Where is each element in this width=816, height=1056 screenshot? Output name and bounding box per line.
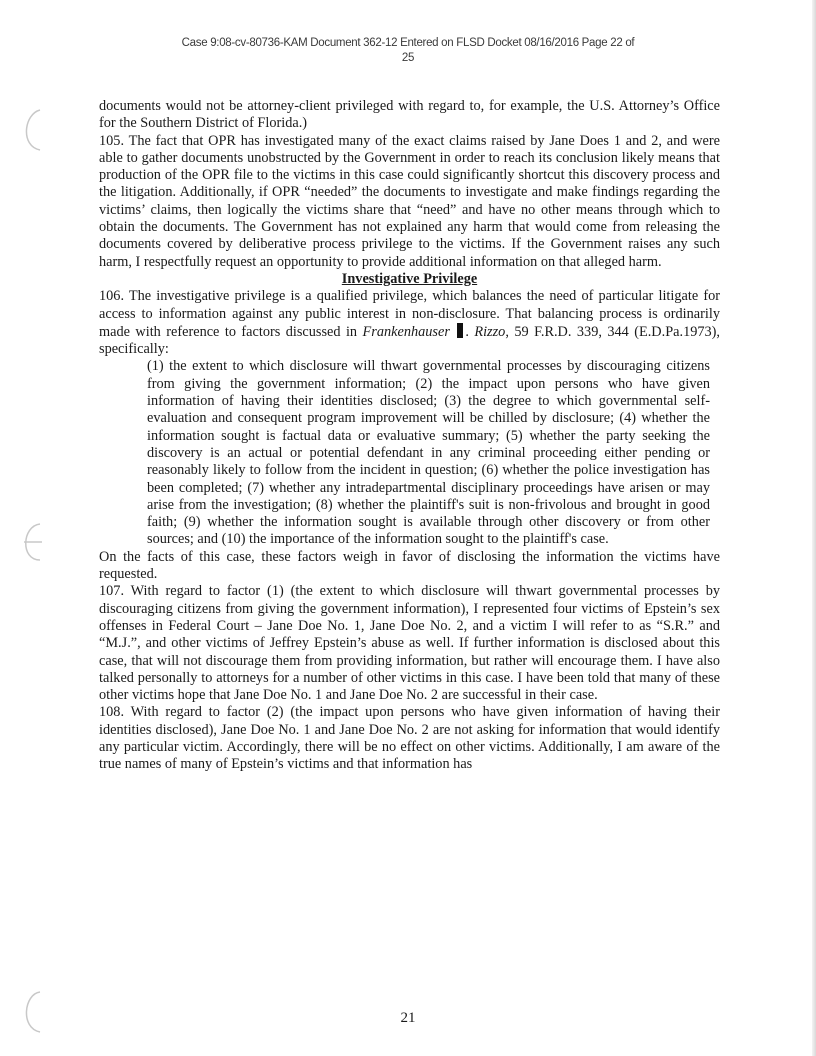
header-line-2: 25 [401,52,415,64]
paragraph-108: 108. With regard to factor (2) (the impact upon persons who have given information of having their identities disclosed), Jane Doe No. 1 and Jane Doe No. 2 are not asking for information that would identify any particular victim. Accordingly, there will be no effect on other victims. Additionally, I am aware of the true names of many of Epstein’s victims and that information has [99,704,720,773]
paragraph-106-text: 106. The investigative privilege is a qualified privilege, which balances the need of particular litigate for access to information against any public interest in non-disclosure. That balancing process is ordinarily made with reference to factors discussed in [99,288,720,340]
paragraph-107: 107. With regard to factor (1) (the extent to which disclosure will thwart governmental processes by discouraging citizens from giving the government information), I represented four victims of Epstein’s sex offenses in Federal Court – Jane Doe No. 1, Jane Doe No. 2, and a victim I will refer to as “S.R.” and “M.J.”, and other victims of Jeffrey Epstein’s abuse as well. If further information is disclosed about this case, that will not discourage them from providing information, but rather will encourage them. I have also talked personally to attorneys for a number of other victims in this case. I have been told that many of these other victims hope that Jane Doe No. 1 and Jane Doe No. 2 are successful in their case. [99,583,720,704]
document-body [99,98,720,774]
paragraph-continuation: documents would not be attorney-client privileged with regard to, for example, the U.S. Attorney’s Office for the Southern District of Florida.) [99,98,720,132]
scan-edge-shadow [812,0,816,1056]
paragraph-105: 105. The fact that OPR has investigated many of the exact claims raised by Jane Does 1 and 2, and were able to gather documents unobstructed by the Government in order to reach its conclusion likely means that production of the OPR file to the victims in this case could significantly shortcut this discovery process and the litigation. Additionally, if OPR “needed” the documents to investigate and make findings regarding the victims’ claims, then logically the victims share that “need” and have no other means through which to obtain the documents. The Government has not explained any harm that would come from releasing the documents covered by deliberative process privilege to the victims. If the Government raises any such harm, I respectfully request an opportunity to provide additional information on that alleged harm. [99,132,720,270]
paragraph-106-citation: , 59 F.R.D. 339, 344 (E.D.Pa.1973), specifically: [99,323,720,358]
court-filing-header [40,36,776,66]
header-line-1: Case 9:08-cv-80736-KAM Document 362-12 Entered on FLSD Docket 08/16/2016 Page 22 of [181,37,635,49]
page-number: 21 [400,1010,416,1026]
paragraph-after-quote: On the facts of this case, these factors weigh in favor of disclosing the information the victims have requested. [99,548,720,583]
punch-hole-mark-top [14,108,44,152]
case-name-frankenhauser: Frankenhauser [362,323,450,340]
section-heading: Investigative Privilege [341,270,478,287]
redaction-mark [457,323,463,338]
paragraph-106: 106. The investigative privilege is a qualified privilege, which balances the need of particular litigate for access to information against any public interest in non-disclosure. That balancing process is ordinarily made with reference to factors discussed in Frankenhauser . Rizzo, 59 F.R.D. 339, 344 (E.D.Pa.1973), specifically: [99,288,720,358]
block-quote-factors: (1) the extent to which disclosure will thwart governmental processes by discouraging citizens from giving the government information; (2) the impact upon persons who have given information of having their identities disclosed; (3) the degree to which governmental self-evaluation and consequent program improvement will be chilled by disclosure; (4) whether the information sought is factual data or evaluative summary; (5) whether the party seeking the discovery is an actual or potential defendant in any criminal proceeding either pending or reasonably likely to follow from the incident in question; (6) whether the police investigation has been completed; (7) whether any intradepartmental disciplinary proceedings have arisen or may arise from the investigation; (8) whether the plaintiff's suit is non-frivolous and brought in good faith; (9) whether the information sought is available through other discovery or from other sources; and (10) the importance of the information sought to the plaintiff's case. [147,358,710,548]
punch-hole-mark-middle [14,520,44,564]
case-name-rizzo: Rizzo [474,323,506,340]
